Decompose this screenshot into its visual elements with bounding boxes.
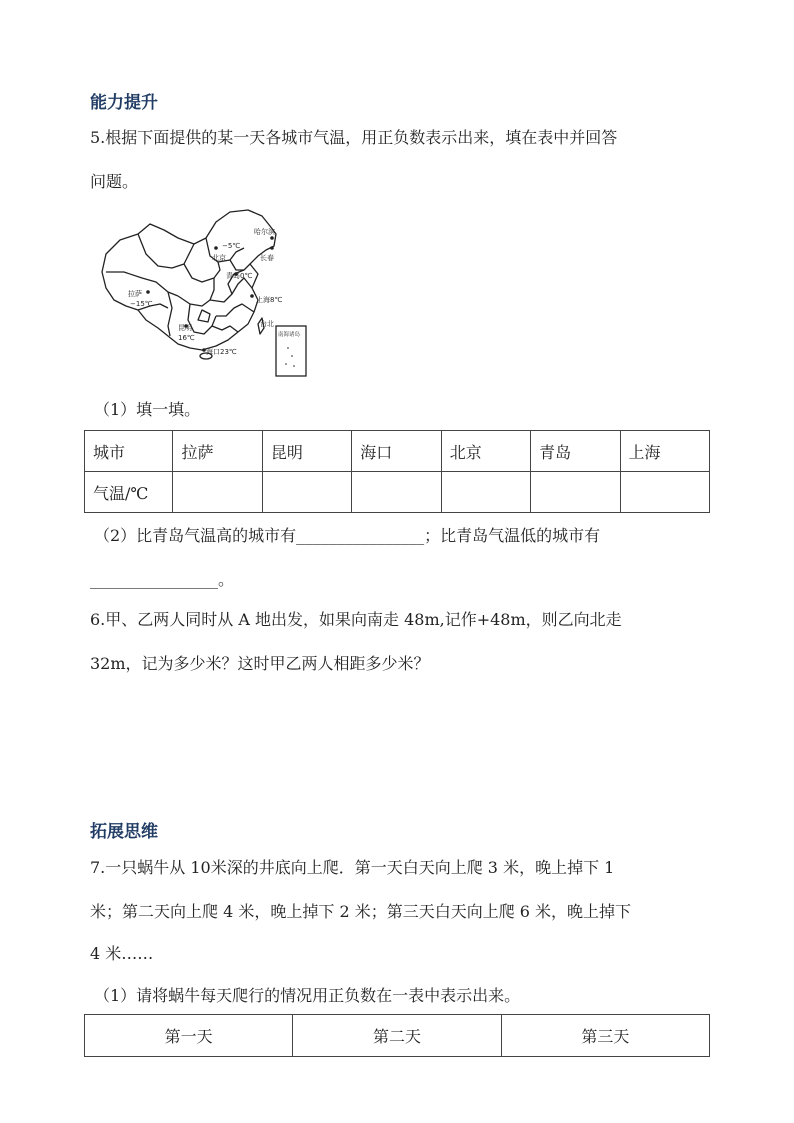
q5-text-line2: 问题。 bbox=[90, 172, 139, 191]
q6-line1: 6.甲、乙两人同时从 A 地出发，如果向南走 48m,记作+48m，则乙向北走 bbox=[90, 610, 622, 629]
map-label-lhasa-temp: −15℃ bbox=[130, 300, 153, 308]
map-label-lhasa: 拉萨 bbox=[128, 290, 142, 298]
q7-line3: 4 米…… bbox=[90, 944, 154, 963]
section-title-ability: 能力提升 bbox=[90, 93, 158, 113]
table-cell-day1: 第一天 bbox=[85, 1015, 293, 1057]
table-cell-haikou: 海口 bbox=[352, 431, 441, 472]
map-label-haikou: 海口23℃ bbox=[206, 348, 237, 356]
temp-input-haikou[interactable] bbox=[352, 472, 441, 513]
table-cell-beijing: 北京 bbox=[441, 431, 530, 472]
table-header-row bbox=[85, 1015, 710, 1057]
table-header-row bbox=[85, 431, 710, 472]
china-map-drawing bbox=[98, 208, 310, 380]
table-row-temperature bbox=[85, 472, 710, 513]
section-title-extension: 拓展思维 bbox=[90, 822, 158, 842]
map-label-beijing: 北京 bbox=[212, 254, 226, 262]
q5-sub2-line2: ________________。 bbox=[90, 570, 235, 589]
q7-line2: 米；第二天向上爬 4 米，晚上掉下 2 米；第三天白天向上爬 6 米，晚上掉下 bbox=[90, 902, 632, 921]
map-label-harbin: 哈尔滨 bbox=[254, 228, 275, 236]
q5-sub1: （1）填一填。 bbox=[94, 400, 201, 419]
table-cell-temp-label: 气温/℃ bbox=[85, 472, 173, 513]
map-label-taipei: 台北 bbox=[260, 320, 274, 328]
map-label-shanghai: 上海8℃ bbox=[256, 296, 283, 304]
table-cell-qingdao: 青岛 bbox=[531, 431, 620, 472]
q7-line1: 7.一只蜗牛从 10米深的井底向上爬．第一天白天向上爬 3 米，晚上掉下 1 bbox=[90, 858, 615, 877]
q7-snail-table bbox=[84, 1014, 710, 1057]
q5-temperature-table bbox=[84, 430, 710, 513]
map-label-qingdao: 青岛0℃ bbox=[226, 272, 253, 280]
table-cell-lhasa: 拉萨 bbox=[173, 431, 262, 472]
q7-sub1: （1）请将蜗牛每天爬行的情况用正负数在一表中表示出来。 bbox=[94, 986, 521, 1005]
table-cell-city-label: 城市 bbox=[85, 431, 173, 472]
table-cell-shanghai: 上海 bbox=[620, 431, 710, 472]
temp-input-lhasa[interactable] bbox=[173, 472, 262, 513]
map-label-nanhai: 南海诸岛 bbox=[278, 332, 301, 338]
temp-input-kunming[interactable] bbox=[262, 472, 351, 513]
q5-text-line1: 5.根据下面提供的某一天各城市气温，用正负数表示出来，填在表中并回答 bbox=[90, 128, 618, 147]
china-temperature-map bbox=[98, 208, 310, 380]
map-label-kunming: 昆明 bbox=[178, 324, 192, 332]
table-cell-day3: 第三天 bbox=[501, 1015, 709, 1057]
q5-sub2-line1: （2）比青岛气温高的城市有________________；比青岛气温低的城市有 bbox=[94, 526, 601, 545]
q6-line2: 32m，记为多少米？这时甲乙两人相距多少米？ bbox=[90, 654, 430, 673]
table-cell-kunming: 昆明 bbox=[262, 431, 351, 472]
temp-input-qingdao[interactable] bbox=[531, 472, 620, 513]
map-label-harbin-temp: −5℃ bbox=[222, 242, 241, 250]
temp-input-shanghai[interactable] bbox=[620, 472, 710, 513]
map-label-changchun: 长春 bbox=[260, 254, 274, 262]
map-label-kunming-temp: 16℃ bbox=[178, 334, 195, 342]
temp-input-beijing[interactable] bbox=[441, 472, 530, 513]
table-cell-day2: 第二天 bbox=[293, 1015, 501, 1057]
